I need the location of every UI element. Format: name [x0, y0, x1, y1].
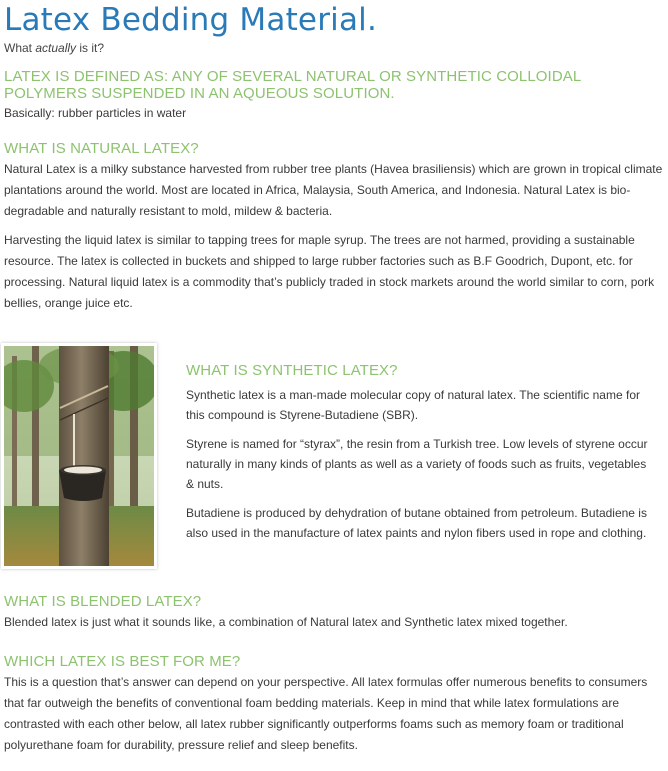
definition-basically: Basically: rubber particles in water	[4, 106, 187, 120]
lower-article	[4, 592, 664, 756]
subtitle-emphasis: actually	[35, 41, 77, 55]
synthetic-latex-paragraph-2: Styrene is named for “styrax”, the resin from a Turkish tree. Low levels of styrene occur naturally in many kinds of plants as well as a variety of foods such as fruits, vegetables & nuts.	[186, 437, 648, 491]
synthetic-latex-section	[186, 361, 656, 543]
synthetic-latex-heading: WHAT IS SYNTHETIC LATEX?	[186, 362, 398, 379]
natural-latex-heading: WHAT IS NATURAL LATEX?	[4, 140, 199, 157]
page-title: Latex Bedding Material.	[4, 2, 378, 38]
rubber-tree-photo	[1, 343, 157, 569]
page-subtitle: What actually is it?	[4, 41, 105, 55]
which-latex-heading: WHICH LATEX IS BEST FOR ME?	[4, 653, 241, 670]
natural-latex-paragraph-1: Natural Latex is a milky substance harvested from rubber tree plants (Havea brasiliensis) which are grown in tropical climate plantations around the world. Most are located in Africa, Malaysia, South America, and Indonesia. Natural Latex is bio-degradable and naturally resistant to mold, mildew & bacteria.	[4, 162, 663, 218]
synthetic-latex-paragraph-3: Butadiene is produced by dehydration of butane obtained from petroleum. Butadiene is also used in the manufacture of latex paints and nylon fibers used in rope and clothing.	[186, 506, 647, 540]
which-latex-paragraph: This is a question that’s answer can depend on your perspective. All latex formulas offer numerous benefits to consumers that far outweigh the benefits of conventional foam bedding materials. Keep in mind that while latex formulations are contrasted with each other below, all latex rubber significantly outperforms foams such as memory foam or traditional polyurethane foam for durability, pressure relief and sleep benefits.	[4, 675, 648, 752]
natural-latex-paragraph-2: Harvesting the liquid latex is similar to tapping trees for maple syrup. The trees are not harmed, providing a sustainable resource. The latex is collected in buckets and shipped to large rubber factories such as B.F Goodrich, Dupont, etc. for processing. Natural liquid latex is a commodity that’s publicly traded in stock markets around the world similar to corn, pork bellies, orange juice etc.	[4, 233, 655, 310]
blended-latex-heading: WHAT IS BLENDED LATEX?	[4, 593, 202, 610]
blended-latex-paragraph: Blended latex is just what it sounds like, a combination of Natural latex and Synthetic latex mixed together.	[4, 615, 568, 629]
definition-heading: LATEX IS DEFINED AS: ANY OF SEVERAL NATURAL OR SYNTHETIC COLLOIDAL POLYMERS SUSPENDED IN AN AQUEOUS SOLUTION.	[4, 68, 581, 102]
synthetic-latex-paragraph-1: Synthetic latex is a man-made molecular copy of natural latex. The scientific name for this compound is Styrene-Butadiene (SBR).	[186, 388, 640, 422]
article	[4, 0, 664, 314]
rubber-tree-tapping-image	[4, 346, 154, 566]
